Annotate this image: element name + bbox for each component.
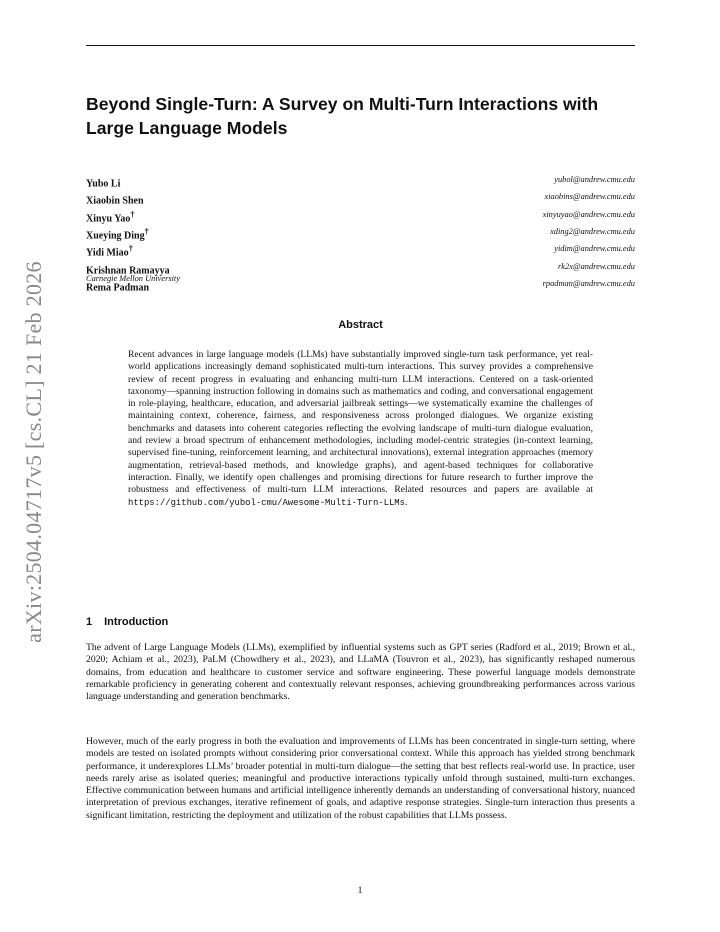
author-row bbox=[86, 173, 635, 190]
resource-link[interactable]: https://github.com/yubol-cmu/Awesome-Multi-Turn-LLMs bbox=[128, 497, 405, 508]
affiliation: Carnegie Mellon University bbox=[86, 274, 180, 283]
intro-paragraph: The advent of Large Language Models (LLMs), exemplified by influential systems such as GPT series (Radford et al., 2019; Brown et al., 2020; Achiam et al., 2023), PaLM (Chowdhery et al., 2023), and LLaMA (Touvron et al., 2023), has significantly reshaped numerous domains, from education and healthcare to customer service and software engineering. These powerful language models demonstrate remarkable proficiency in generating coherent and contextually relevant responses, achieving groundbreaking performances across various language understanding and generation benchmarks. bbox=[86, 642, 635, 703]
section-number: 1 bbox=[86, 616, 93, 628]
author-mark: † bbox=[144, 226, 149, 236]
top-rule bbox=[86, 45, 635, 46]
page-number: 1 bbox=[357, 885, 363, 896]
abstract-text bbox=[128, 349, 593, 509]
author-name: Xiaobin Shen bbox=[86, 195, 144, 207]
author-email: xding2@andrew.cmu.edu bbox=[550, 226, 635, 236]
author-name: Yubo Li bbox=[86, 178, 121, 190]
author-row bbox=[86, 242, 635, 259]
author-mark: † bbox=[128, 244, 133, 254]
author-email: rpadman@andrew.cmu.edu bbox=[542, 278, 635, 288]
author-email: xiaobins@andrew.cmu.edu bbox=[544, 192, 635, 202]
author-mark: † bbox=[130, 209, 135, 219]
paper-title: Beyond Single-Turn: A Survey on Multi-Turn Interactions with Large Language Models bbox=[86, 94, 599, 138]
section-title: Introduction bbox=[104, 616, 169, 628]
author-name: Xueying Ding bbox=[86, 230, 145, 242]
abstract-end: . bbox=[404, 496, 408, 508]
author-name: Krishnan Ramayya bbox=[86, 264, 170, 276]
author-email: rk2x@andrew.cmu.edu bbox=[557, 261, 635, 271]
author-row bbox=[86, 225, 635, 242]
intro-paragraph: However, much of the early progress in both the evaluation and improvements of LLMs has been concentrated in single-turn setting, where models are tested on isolated prompts without considering prior conversational context. While this approach has yielded strong benchmark performance, it underexplores LLMs’ broader potential in multi-turn dialogue—the setting that best reflects real-world use. In practice, user needs rarely arise as isolated queries; meaningful and productive interactions typically unfold through sustained, multi-turn exchanges. Effective communication between humans and artificial intelligence inherently demands an understanding of conversational history, nuanced interpretation of previous exchanges, iterative refinement of goals, and adaptive response strategies. Single-turn interaction thus presents a significant limitation, restricting the deployment and utilization of the robust capabilities that LLMs possess. bbox=[86, 736, 635, 821]
author-row bbox=[86, 190, 635, 207]
section-heading bbox=[86, 616, 168, 628]
author-email: xinyuyao@andrew.cmu.edu bbox=[542, 209, 635, 219]
abstract-heading: Abstract bbox=[338, 319, 383, 331]
author-name: Yidi Miao bbox=[86, 247, 129, 259]
author-row bbox=[86, 208, 635, 225]
author-name: Rema Padman bbox=[86, 282, 150, 294]
abstract-body: Recent advances in large language models (LLMs) have substantially improved single-turn task performance, yet real-world applications increasingly demand sophisticated multi-turn interactions. This survey provides a comprehensive review of recent progress in evaluating and enhancing multi-turn LLM interactions. Centered on a task-oriented taxonomy—spanning instruction following in domains such as mathematics and coding, and conversational engagement in role-playing, healthcare, education, and adversarial jailbreak settings—we systematically examine the challenges of maintaining context, coherence, fairness, and responsiveness across prolonged dialogues. We organize existing benchmarks and datasets into coherent categories reflecting the evolving landscape of multi-turn dialogue evaluation, and review a broad spectrum of enhancement methodologies, including model-centric strategies (in-context learning, supervised fine-tuning, reinforcement learning, and architectural innovations), external integration approaches (memory augmentation, retrieval-based methods, and knowledge graphs), and agent-based techniques for collaborative interaction. Finally, we identify open challenges and promising directions for future research to further improve the robustness and effectiveness of multi-turn LLM interactions. Related resources and papers are available at bbox=[128, 349, 593, 496]
author-email: yidim@andrew.cmu.edu bbox=[554, 244, 635, 254]
author-name: Xinyu Yao bbox=[86, 212, 131, 224]
author-email: yubol@andrew.cmu.edu bbox=[554, 175, 635, 184]
